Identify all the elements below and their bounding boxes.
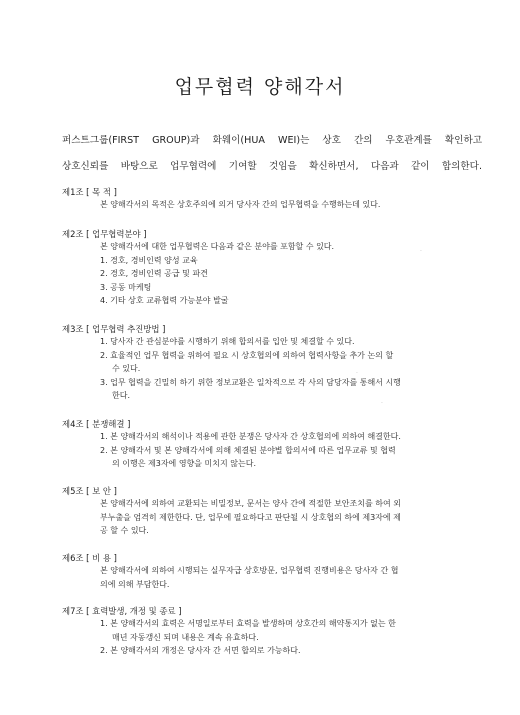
article-heading: 제6조 [ 비 용 ]: [62, 553, 117, 563]
article-heading: 제7조 [ 효력발생, 개정 및 종료 ]: [62, 606, 182, 616]
intro-line: 상호신뢰를 바탕으로 업무협력에 기여할 것임을 확신하면서, 다음과 같이 합의한다.: [62, 161, 482, 172]
article-5: [62, 485, 492, 538]
scan-speck: ·: [356, 370, 358, 377]
list-item: 3. 공동 마케팅: [100, 282, 152, 292]
list-item: 1. 본 양해각서의 효력은 서명일로부터 효력을 발생하며 상호간의 해약통지가 없는 한: [100, 619, 396, 628]
list-item: 3. 업무 협력을 긴밀히 하기 위한 정보교환은 일차적으로 각 사의 담당자를 통해서 시행: [100, 377, 401, 387]
article-heading: 제2조 [ 업무협력분야 ]: [62, 229, 147, 239]
article-line: 본 양해각서의 목적은 상호주의에 의거 당사자 간의 업무협력을 수행하는데 있다.: [100, 200, 381, 209]
article-line: 본 양해각서에 의하여 시행되는 실무자급 상호방문, 업무협력 진행비용은 당사자 간 협: [100, 566, 399, 575]
list-item-continuation: 의 이행은 제3자에 영향을 미치지 않는다.: [112, 459, 256, 469]
article-7: [62, 605, 492, 658]
document-title: 업무협력 양해각서: [174, 76, 346, 98]
article-body: [100, 617, 492, 658]
article-line: 본 양해각서에 대한 업무협력은 다음과 같은 분야를 포함할 수 있다.: [100, 242, 335, 251]
article-heading: 제1조 [ 목 적 ]: [62, 187, 117, 197]
article-body: [100, 564, 492, 591]
list-item-continuation: 한다.: [112, 391, 130, 401]
article-line: 부누출을 엄격히 제한한다. 단, 업무에 필요하다고 판단될 시 상호협의 하에 제3자에 제: [100, 512, 401, 522]
list-item-continuation: 수 있다.: [112, 364, 141, 374]
article-body: [100, 335, 492, 407]
list-item: 2. 경호, 경비인력 공급 및 파견: [100, 269, 208, 279]
list-item: 4. 기타 상호 교류협력 가능분야 발굴: [100, 296, 229, 306]
article-body: [100, 240, 492, 308]
article-line: 본 양해각서에 의하여 교환되는 비밀정보, 문서는 양사 간에 적절한 보안조치를 하여 외: [100, 499, 401, 508]
article-line: 공 할 수 있다.: [100, 526, 149, 536]
list-item: 2. 본 양해각서 및 본 양해각서에 의해 체결된 분야별 합의서에 따른 업무교류 및 협력: [100, 445, 396, 455]
list-item: 1. 당사자 간 관심분야를 시행하기 위해 합의서를 입안 및 체결할 수 있다.: [100, 337, 355, 346]
article-body: [100, 430, 492, 471]
list-item: 2. 본 양해각서의 개정은 당사자 간 서면 합의로 가능하다.: [100, 646, 301, 656]
list-item: 1. 본 양해각서의 해석이나 적용에 관한 분쟁은 당사자 간 상호협의에 의하여 해결한다.: [100, 432, 401, 441]
article-heading: 제4조 [ 분쟁해결 ]: [62, 419, 131, 429]
article-body: [100, 198, 492, 212]
list-item: 2. 효율적인 업무 협력을 위하여 필요 시 상호협의에 의하여 협력사항을 추가 논의 할: [100, 350, 394, 360]
article-4: [62, 418, 492, 471]
article-3: [62, 323, 492, 407]
article-1: [62, 186, 492, 212]
article-6: [62, 552, 492, 591]
article-heading: 제5조 [ 보 안 ]: [62, 486, 117, 496]
intro-paragraph: [62, 128, 482, 180]
article-2: [62, 228, 492, 308]
scan-speck: ·: [381, 400, 383, 407]
article-body: [100, 497, 492, 538]
scan-speck: ·: [420, 248, 422, 255]
list-item: 1. 경호, 경비인력 양성 교육: [100, 255, 198, 265]
list-item-continuation: 매년 자동갱신 되며 내용은 계속 유효하다.: [112, 632, 259, 642]
article-line: 의에 의해 부담한다.: [100, 579, 170, 589]
article-heading: 제3조 [ 업무협력 추진방법 ]: [62, 324, 166, 334]
intro-line: 퍼스트그룹(FIRST GROUP)과 화웨이(HUA WEI)는 상호 간의 우호관계를 확인하고: [62, 135, 482, 146]
